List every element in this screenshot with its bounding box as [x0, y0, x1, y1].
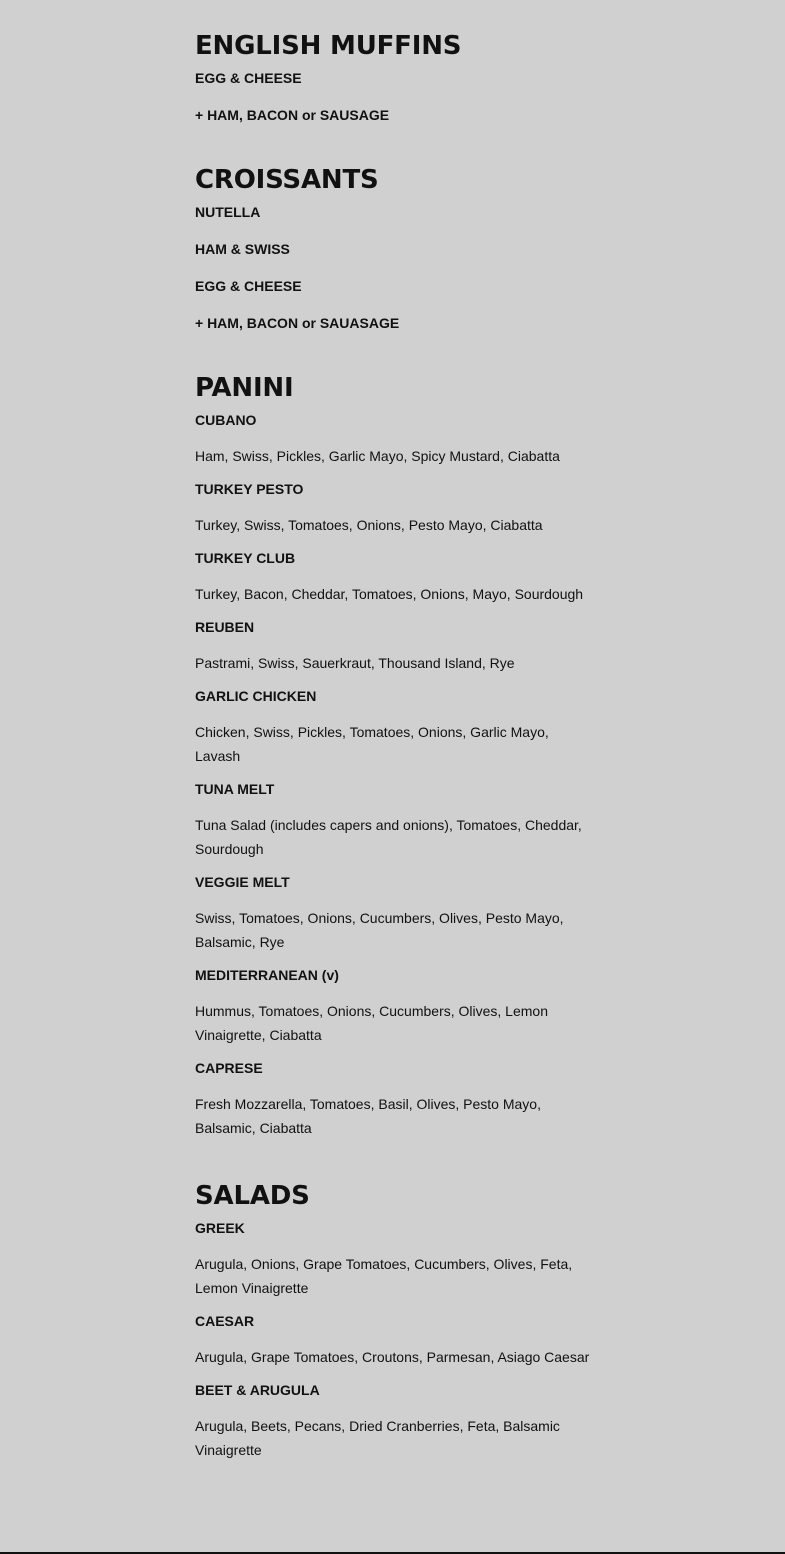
menu-item-description: Turkey, Bacon, Cheddar, Tomatoes, Onions, Mayo, Sourdough [195, 586, 584, 602]
menu-item-name: TURKEY PESTO [195, 481, 304, 497]
menu-item [195, 873, 595, 954]
menu-item [195, 277, 595, 295]
menu-item-name: REUBEN [195, 619, 255, 635]
menu-item-description: Turkey, Swiss, Tomatoes, Onions, Pesto Mayo, Ciabatta [195, 517, 543, 533]
menu-item [195, 780, 595, 861]
menu-item-description: Arugula, Grape Tomatoes, Croutons, Parmesan, Asiago Caesar [195, 1349, 590, 1365]
menu-item-description: Ham, Swiss, Pickles, Garlic Mayo, Spicy Mustard, Ciabatta [195, 448, 560, 464]
section-title: ENGLISH MUFFINS [195, 31, 462, 61]
menu-item-name: + HAM, BACON or SAUASAGE [195, 315, 400, 331]
menu-section [195, 30, 595, 124]
menu-item [195, 1059, 595, 1140]
menu-item-name: CAESAR [195, 1313, 255, 1329]
menu-item-name: BEET & ARUGULA [195, 1382, 320, 1398]
menu-item-name: VEGGIE MELT [195, 874, 290, 890]
section-title: CROISSANTS [195, 165, 379, 195]
menu-item [195, 618, 595, 675]
menu-item [195, 240, 595, 258]
menu-section [195, 1180, 595, 1462]
menu-item-description: Chicken, Swiss, Pickles, Tomatoes, Onions, Garlic Mayo, Lavash [195, 724, 549, 764]
menu-item-description: Pastrami, Swiss, Sauerkraut, Thousand Island, Rye [195, 655, 515, 671]
menu-item-name: GREEK [195, 1220, 245, 1236]
menu-item-name: + HAM, BACON or SAUSAGE [195, 107, 390, 123]
menu-item-name: TURKEY CLUB [195, 550, 296, 566]
menu-content [195, 30, 595, 1474]
menu-item [195, 203, 595, 221]
menu-item [195, 1381, 595, 1462]
menu-item [195, 480, 595, 537]
menu-item-description: Fresh Mozzarella, Tomatoes, Basil, Olives, Pesto Mayo, Balsamic, Ciabatta [195, 1096, 541, 1136]
menu-item-description: Arugula, Onions, Grape Tomatoes, Cucumbers, Olives, Feta, Lemon Vinaigrette [195, 1256, 573, 1296]
menu-item [195, 1312, 595, 1369]
menu-item-name: CUBANO [195, 412, 257, 428]
menu-item-name: NUTELLA [195, 204, 261, 220]
menu-item [195, 106, 595, 124]
menu-item-name: CAPRESE [195, 1060, 263, 1076]
menu-item-description: Hummus, Tomatoes, Onions, Cucumbers, Olives, Lemon Vinaigrette, Ciabatta [195, 1003, 548, 1043]
menu-item-name: MEDITERRANEAN (v) [195, 967, 339, 983]
menu-item [195, 687, 595, 768]
menu-section [195, 164, 595, 332]
menu-item [195, 314, 595, 332]
menu-item-description: Tuna Salad (includes capers and onions), Tomatoes, Cheddar, Sourdough [195, 817, 582, 857]
menu-section [195, 372, 595, 1140]
section-title: PANINI [195, 373, 294, 403]
section-title: SALADS [195, 1181, 310, 1211]
menu-item-name: EGG & CHEESE [195, 70, 302, 86]
menu-item-name: GARLIC CHICKEN [195, 688, 317, 704]
menu-item-name: TUNA MELT [195, 781, 275, 797]
menu-item-name: HAM & SWISS [195, 241, 290, 257]
menu-item-description: Arugula, Beets, Pecans, Dried Cranberries, Feta, Balsamic Vinaigrette [195, 1418, 560, 1458]
menu-item [195, 69, 595, 87]
menu-item [195, 549, 595, 606]
menu-item-name: EGG & CHEESE [195, 278, 302, 294]
menu-item [195, 411, 595, 468]
menu-item [195, 1219, 595, 1300]
menu-item-description: Swiss, Tomatoes, Onions, Cucumbers, Olives, Pesto Mayo, Balsamic, Rye [195, 910, 564, 950]
menu-item [195, 966, 595, 1047]
